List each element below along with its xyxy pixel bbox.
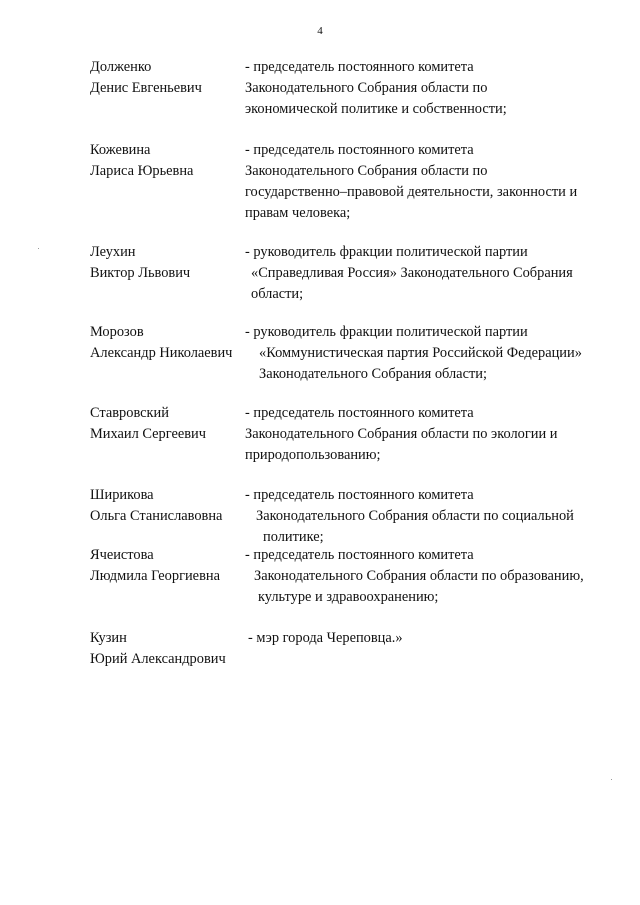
member-role — [245, 57, 507, 120]
role-line: - руководитель фракции политической партии — [245, 324, 528, 340]
role-line: - председатель постоянного комитета — [245, 59, 474, 75]
role-line: «Справедливая Россия» Законодательного Собрания — [251, 265, 573, 281]
member-given-names: Людмила Георгиевна — [90, 568, 220, 584]
member-surname: Ставровский — [90, 405, 169, 421]
role-line: области; — [251, 286, 304, 302]
member-surname: Долженко — [90, 59, 152, 75]
role-line: политике; — [263, 529, 324, 545]
role-line: культуре и здравоохранению; — [258, 589, 439, 605]
role-line: Законодательного Собрания области по — [245, 163, 488, 179]
role-line: государственно–правовой деятельности, законности и — [245, 184, 578, 200]
member-name — [90, 628, 250, 670]
member-role — [245, 545, 584, 608]
member-name — [90, 322, 250, 364]
member-surname: Кузин — [90, 630, 127, 646]
role-line: Законодательного Собрания области по социальной — [256, 508, 574, 524]
role-line: - руководитель фракции политической партии — [245, 244, 528, 260]
role-line: Законодательного Собрания области по образованию, — [254, 568, 584, 584]
member-role — [245, 322, 582, 385]
role-line: - председатель постоянного комитета — [245, 547, 474, 563]
member-given-names: Лариса Юрьевна — [90, 163, 194, 179]
member-name — [90, 545, 250, 587]
member-surname: Кожевина — [90, 142, 151, 158]
member-name — [90, 57, 250, 99]
role-line: «Коммунистическая партия Российской Федерации» — [259, 345, 582, 361]
role-line: Законодательного Собрания области по — [245, 80, 488, 96]
page-number: 4 — [317, 25, 323, 37]
scan-speck — [38, 248, 39, 249]
member-role — [245, 485, 574, 548]
member-given-names: Виктор Львович — [90, 265, 191, 281]
role-line: - мэр города Череповца.» — [248, 630, 403, 646]
role-line: Законодательного Собрания области по экологии и — [245, 426, 558, 442]
member-role — [245, 242, 573, 305]
role-line: природопользованию; — [245, 447, 381, 463]
member-role — [248, 628, 403, 649]
role-line: - председатель постоянного комитета — [245, 487, 474, 503]
role-line: экономической политике и собственности; — [245, 101, 507, 117]
role-line: - председатель постоянного комитета — [245, 142, 474, 158]
member-name — [90, 485, 250, 527]
member-role — [245, 140, 577, 224]
member-role — [245, 403, 557, 466]
member-name — [90, 242, 250, 284]
role-line: правам человека; — [245, 205, 351, 221]
role-line: Законодательного Собрания области; — [259, 366, 487, 382]
member-surname: Морозов — [90, 324, 144, 340]
member-surname: Ширикова — [90, 487, 154, 503]
member-given-names: Юрий Александрович — [90, 651, 226, 667]
member-given-names: Денис Евгеньевич — [90, 80, 202, 96]
member-name — [90, 403, 250, 445]
member-given-names: Ольга Станиславовна — [90, 508, 223, 524]
member-name — [90, 140, 250, 182]
member-surname: Ячеистова — [90, 547, 154, 563]
member-given-names: Александр Николаевич — [90, 345, 233, 361]
scan-speck — [611, 779, 612, 780]
role-line: - председатель постоянного комитета — [245, 405, 474, 421]
member-surname: Леухин — [90, 244, 136, 260]
member-given-names: Михаил Сергеевич — [90, 426, 206, 442]
